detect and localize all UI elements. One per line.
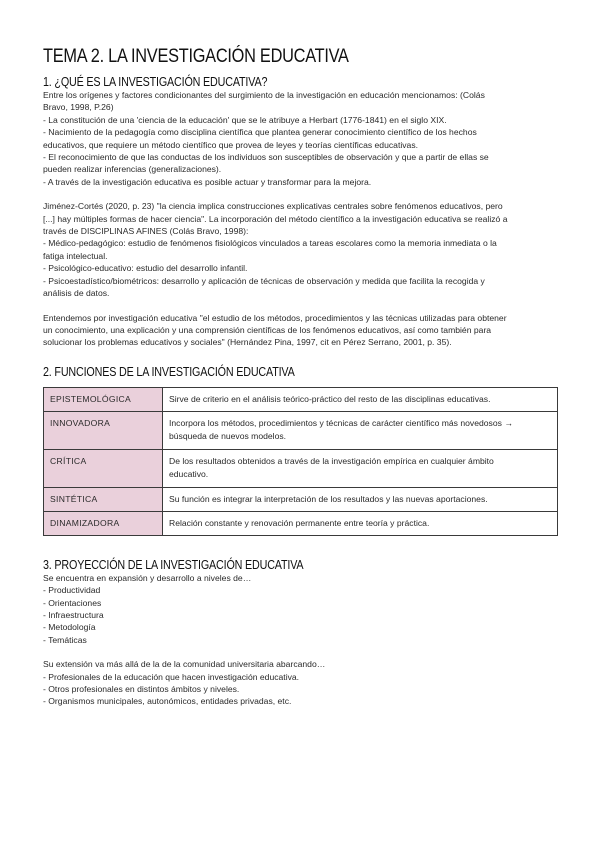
text-line: Jiménez-Cortés (2020, p. 23) "la ciencia implica construcciones explicativas centrales sobre fenómenos educativos, pero — [43, 201, 503, 212]
text-line: - Nacimiento de la pedagogía como disciplina científica que plantea generar conocimiento científico de los hechos — [43, 127, 477, 138]
text-line: Su extensión va más allá de la de la comunidad universitaria abarcando… — [43, 659, 326, 670]
list-item: - Orientaciones — [43, 597, 102, 608]
text-line: - A través de la investigación educativa es posible actuar y transformar para la mejora. — [43, 176, 372, 187]
text-line: Bravo, 1998, P.26) — [43, 102, 114, 113]
table-row — [44, 487, 558, 511]
document-title: TEMA 2. LA INVESTIGACIÓN EDUCATIVA — [43, 46, 349, 67]
table-row — [44, 387, 558, 411]
text-line: través de DISCIPLINAS AFINES (Colás Bravo, 1998): — [43, 226, 249, 237]
text-line: búsqueda de nuevos modelos. — [169, 431, 287, 442]
text-line: - Psicoestadístico/biométricos: desarrollo y aplicación de técnicas de observación y medida que facilita la recogida y — [43, 275, 485, 286]
function-name: SINTÉTICA — [44, 487, 163, 511]
text-line: - El reconocimiento de que las conductas de los individuos son susceptibles de observación y que a partir de ellas se — [43, 152, 489, 163]
section-1-body — [43, 89, 563, 349]
text-line: - La constitución de una 'ciencia de la educación' que se le atribuye a Herbart (1776-1841) en el siglo XIX. — [43, 114, 447, 125]
text-line: Relación constante y renovación permanente entre teoría y práctica. — [169, 517, 430, 528]
function-name: EPISTEMOLÓGICA — [44, 387, 163, 411]
function-description — [163, 387, 558, 411]
text-line: Incorpora los métodos, procedimientos y técnicas de carácter científico más novedosos → — [169, 418, 513, 429]
list-item: - Metodología — [43, 622, 96, 633]
function-description — [163, 511, 558, 535]
list-item: - Organismos municipales, autonómicos, entidades privadas, etc. — [43, 696, 292, 707]
list-item: - Otros profesionales en distintos ámbitos y niveles. — [43, 683, 240, 694]
table-row — [44, 411, 558, 449]
section-3-heading: 3. PROYECCIÓN DE LA INVESTIGACIÓN EDUCATIVA — [43, 557, 304, 572]
section-1-paragraph-2 — [43, 200, 563, 299]
text-line: - Psicológico-educativo: estudio del desarrollo infantil. — [43, 263, 248, 274]
list-item: - Productividad — [43, 585, 101, 596]
list-item: - Profesionales de la educación que hacen investigación educativa. — [43, 671, 300, 682]
text-line: pueden realizar inferencias (generalizaciones). — [43, 164, 222, 175]
section-3-paragraph-1 — [43, 572, 563, 646]
text-line: Sirve de criterio en el análisis teórico-práctico del resto de las disciplinas educativas. — [169, 393, 491, 404]
text-line: Se encuentra en expansión y desarrollo a niveles de… — [43, 572, 252, 583]
section-2-heading: 2. FUNCIONES DE LA INVESTIGACIÓN EDUCATIVA — [43, 364, 295, 379]
text-line: Entendemos por investigación educativa "el estudio de los métodos, procedimientos y las técnicas utilizadas para obtener — [43, 312, 507, 323]
text-line: Su función es integrar la interpretación de los resultados y las nuevas aportaciones. — [169, 493, 488, 504]
function-name: CRÍTICA — [44, 449, 163, 487]
section-1-paragraph-3 — [43, 312, 563, 349]
section-1-heading: 1. ¿QUÉ ES LA INVESTIGACIÓN EDUCATIVA? — [43, 75, 268, 89]
function-name: DINAMIZADORA — [44, 511, 163, 535]
text-line: educativo. — [169, 469, 209, 480]
section-3-paragraph-2 — [43, 658, 563, 708]
text-line: educativos, que requiere un método científico que provea de leyes y teorías científicas educativas. — [43, 139, 419, 150]
function-description — [163, 449, 558, 487]
text-line: Entre los orígenes y factores condicionantes del surgimiento de la investigación en educación mencionamos: (Colás — [43, 90, 485, 100]
function-description — [163, 411, 558, 449]
function-name: INNOVADORA — [44, 411, 163, 449]
table-row — [44, 511, 558, 535]
text-line: De los resultados obtenidos a través de la investigación empírica en cualquier ámbito — [169, 456, 494, 467]
table-row — [44, 449, 558, 487]
function-description — [163, 487, 558, 511]
list-item: - Temáticas — [43, 634, 87, 645]
text-line: análisis de datos. — [43, 288, 110, 299]
text-line: solucionar los problemas educativos y sociales" (Hernández Pina, 1997, cit en Pérez Serrano, 2001, p. 35). — [43, 337, 452, 348]
section-3-body — [43, 572, 563, 708]
list-item: - Infraestructura — [43, 609, 104, 620]
text-line: [...] hay múltiples formas de hacer ciencia". La incorporación del método científico a la investigación educativa se realizó a — [43, 213, 508, 224]
text-line: un conocimiento, una explicación y una comprensión científicas de los fenómenos educativos, así como también para — [43, 324, 492, 335]
text-line: fatiga intelectual. — [43, 250, 108, 261]
text-line: - Médico-pedagógico: estudio de fenómenos fisiológicos vinculados a tareas escolares como la memoria inmediata o la — [43, 238, 497, 249]
functions-table — [43, 387, 558, 536]
section-1-paragraph-1 — [43, 89, 563, 188]
